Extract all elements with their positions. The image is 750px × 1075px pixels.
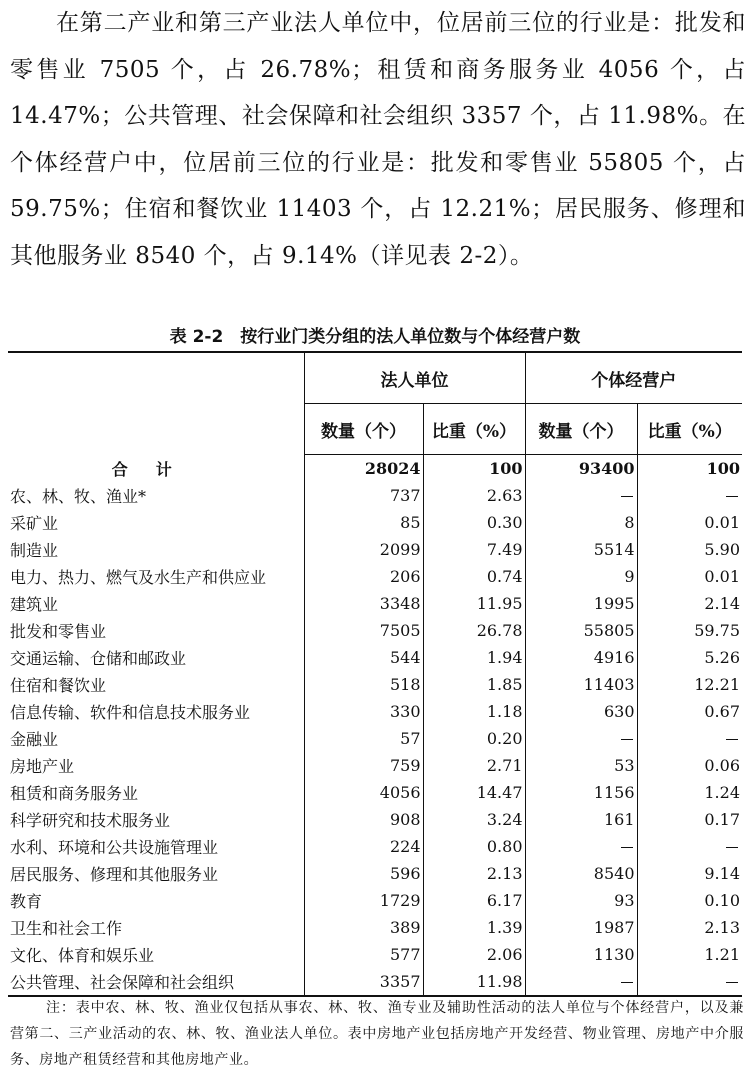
legal-count-cell: 518 <box>304 671 423 698</box>
table-row <box>8 779 742 806</box>
legal-count-cell: 224 <box>304 833 423 860</box>
industry-name-cell: 卫生和社会工作 <box>10 919 123 938</box>
table-footnote: 注：表中农、林、牧、渔业仅包括从事农、林、牧、渔专业及辅助性活动的法人单位与个体经营户，以及兼营第二、三产业活动的农、林、牧、渔业法人单位。表中房地产业包括房地产开发经营、物业管理、房地产中介服务、房地产租赁经营和其他房地产业。 <box>10 1000 744 1068</box>
individual-count-cell: 8 <box>525 509 637 536</box>
legal-ratio-cell: 0.30 <box>423 509 525 536</box>
intro-paragraph: 在第二产业和第三产业法人单位中，位居前三位的行业是：批发和零售业 7505 个，占 26.78%；租赁和商务服务业 4056 个，占 14.47%；公共管理、社会保障和社会组织 3357 个，占 11.98%。在个体经营户中，位居前三位的行业是：批发和零售业 55805 个，占 59.75%；住宿和餐饮业 11403 个，占 12.21%；居民服务、修理和其他服务业 8540 个，占 9.14%（详见表 2-2）。 <box>10 10 746 269</box>
individual-count-cell: 630 <box>525 698 637 725</box>
industry-name-cell: 文化、体育和娱乐业 <box>10 946 155 965</box>
individual-ratio-cell: 0.17 <box>637 806 742 833</box>
industry-name-cell: 采矿业 <box>10 514 59 533</box>
industry-name-cell: 房地产业 <box>10 757 75 776</box>
individual-ratio-cell <box>637 725 742 752</box>
no-data-dash <box>621 847 633 848</box>
legal-ratio-cell: 26.78 <box>423 617 525 644</box>
legal-count-cell: 908 <box>304 806 423 833</box>
industry-name-cell: 信息传输、软件和信息技术服务业 <box>10 703 251 722</box>
total-individual-count: 93400 <box>525 455 637 483</box>
individual-count-cell: 93 <box>525 887 637 914</box>
individual-ratio-cell: 5.90 <box>637 536 742 563</box>
header-legal-units: 法人单位 <box>304 352 525 404</box>
individual-ratio-cell: 9.14 <box>637 860 742 887</box>
table-row <box>8 563 742 590</box>
legal-ratio-cell: 2.06 <box>423 941 525 968</box>
table-row <box>8 941 742 968</box>
header-individual-households: 个体经营户 <box>525 352 742 404</box>
legal-count-cell: 577 <box>304 941 423 968</box>
table-row <box>8 698 742 725</box>
legal-count-cell: 596 <box>304 860 423 887</box>
legal-count-cell: 57 <box>304 725 423 752</box>
industry-name-cell: 公共管理、社会保障和社会组织 <box>8 968 304 996</box>
legal-ratio-cell: 11.98 <box>423 968 525 996</box>
table-row <box>8 590 742 617</box>
table-row <box>8 509 742 536</box>
individual-count-cell <box>525 833 637 860</box>
legal-ratio-cell: 0.80 <box>423 833 525 860</box>
industry-name-cell: 租赁和商务服务业 <box>10 784 139 803</box>
industry-name-cell: 交通运输、仓储和邮政业 <box>10 649 187 668</box>
legal-count-cell: 3348 <box>304 590 423 617</box>
individual-count-cell: 161 <box>525 806 637 833</box>
individual-ratio-cell <box>637 482 742 509</box>
individual-ratio-cell <box>637 968 742 996</box>
individual-ratio-cell: 0.67 <box>637 698 742 725</box>
total-legal-count: 28024 <box>304 455 423 483</box>
legal-ratio-cell: 6.17 <box>423 887 525 914</box>
no-data-dash <box>621 739 633 740</box>
industry-table <box>8 351 742 997</box>
legal-count-cell: 759 <box>304 752 423 779</box>
individual-ratio-cell: 59.75 <box>637 617 742 644</box>
legal-ratio-cell: 0.20 <box>423 725 525 752</box>
individual-count-cell: 55805 <box>525 617 637 644</box>
header-individual-count: 数量（个） <box>525 404 637 455</box>
no-data-dash <box>726 982 738 983</box>
individual-ratio-cell: 0.06 <box>637 752 742 779</box>
table-row <box>8 536 742 563</box>
individual-count-cell: 1995 <box>525 590 637 617</box>
legal-count-cell: 4056 <box>304 779 423 806</box>
individual-count-cell <box>525 725 637 752</box>
legal-ratio-cell: 11.95 <box>423 590 525 617</box>
legal-count-cell: 1729 <box>304 887 423 914</box>
individual-ratio-cell: 2.14 <box>637 590 742 617</box>
individual-ratio-cell: 0.01 <box>637 509 742 536</box>
individual-ratio-cell <box>637 833 742 860</box>
industry-name-cell: 教育 <box>10 892 43 911</box>
table-row <box>8 617 742 644</box>
table-row <box>8 806 742 833</box>
individual-count-cell: 1156 <box>525 779 637 806</box>
legal-count-cell: 206 <box>304 563 423 590</box>
legal-count-cell: 389 <box>304 914 423 941</box>
total-legal-ratio: 100 <box>423 455 525 483</box>
no-data-dash <box>621 982 633 983</box>
individual-ratio-cell: 1.24 <box>637 779 742 806</box>
individual-count-cell <box>525 968 637 996</box>
legal-count-cell: 3357 <box>304 968 423 996</box>
legal-ratio-cell: 1.94 <box>423 644 525 671</box>
table-row <box>8 914 742 941</box>
legal-count-cell: 330 <box>304 698 423 725</box>
no-data-dash <box>726 739 738 740</box>
total-individual-ratio: 100 <box>637 455 742 483</box>
industry-name-cell: 建筑业 <box>10 595 59 614</box>
table-row <box>8 725 742 752</box>
table-row <box>8 644 742 671</box>
industry-name-cell: 金融业 <box>10 730 59 749</box>
total-label: 合计 <box>111 459 200 479</box>
table-row <box>8 887 742 914</box>
individual-count-cell: 9 <box>525 563 637 590</box>
legal-ratio-cell: 1.18 <box>423 698 525 725</box>
legal-ratio-cell: 0.74 <box>423 563 525 590</box>
individual-ratio-cell: 0.01 <box>637 563 742 590</box>
individual-ratio-cell: 5.26 <box>637 644 742 671</box>
individual-count-cell: 4916 <box>525 644 637 671</box>
header-legal-ratio: 比重（%） <box>423 404 525 455</box>
table-row <box>8 968 742 996</box>
individual-count-cell: 53 <box>525 752 637 779</box>
individual-ratio-cell: 2.13 <box>637 914 742 941</box>
industry-name-cell: 农、林、牧、渔业* <box>10 487 147 506</box>
industry-name-cell: 批发和零售业 <box>10 622 107 641</box>
no-data-dash <box>621 496 633 497</box>
legal-ratio-cell: 2.71 <box>423 752 525 779</box>
legal-ratio-cell: 2.13 <box>423 860 525 887</box>
individual-count-cell <box>525 482 637 509</box>
header-industry-blank <box>8 352 304 455</box>
legal-count-cell: 544 <box>304 644 423 671</box>
legal-ratio-cell: 1.85 <box>423 671 525 698</box>
table-row-total <box>8 455 742 483</box>
table-title: 表 2-2 按行业门类分组的法人单位数与个体经营户数 <box>169 327 581 347</box>
individual-ratio-cell: 0.10 <box>637 887 742 914</box>
individual-count-cell: 1987 <box>525 914 637 941</box>
table-row <box>8 752 742 779</box>
industry-name-cell: 居民服务、修理和其他服务业 <box>10 865 219 884</box>
individual-ratio-cell: 1.21 <box>637 941 742 968</box>
header-legal-count: 数量（个） <box>304 404 423 455</box>
legal-count-cell: 85 <box>304 509 423 536</box>
individual-count-cell: 5514 <box>525 536 637 563</box>
legal-ratio-cell: 2.63 <box>423 482 525 509</box>
industry-name-cell: 制造业 <box>10 541 59 560</box>
no-data-dash <box>726 496 738 497</box>
industry-name-cell: 电力、热力、燃气及水生产和供应业 <box>10 568 267 587</box>
no-data-dash <box>726 847 738 848</box>
legal-ratio-cell: 1.39 <box>423 914 525 941</box>
table-row <box>8 833 742 860</box>
individual-count-cell: 11403 <box>525 671 637 698</box>
individual-count-cell: 1130 <box>525 941 637 968</box>
legal-count-cell: 7505 <box>304 617 423 644</box>
legal-ratio-cell: 3.24 <box>423 806 525 833</box>
legal-count-cell: 2099 <box>304 536 423 563</box>
table-row <box>8 482 742 509</box>
industry-name-cell: 住宿和餐饮业 <box>10 676 107 695</box>
header-individual-ratio: 比重（%） <box>637 404 742 455</box>
legal-ratio-cell: 7.49 <box>423 536 525 563</box>
table-row <box>8 671 742 698</box>
individual-count-cell: 8540 <box>525 860 637 887</box>
individual-ratio-cell: 12.21 <box>637 671 742 698</box>
table-row <box>8 860 742 887</box>
industry-name-cell: 水利、环境和公共设施管理业 <box>10 838 219 857</box>
legal-ratio-cell: 14.47 <box>423 779 525 806</box>
industry-name-cell: 科学研究和技术服务业 <box>10 811 171 830</box>
legal-count-cell: 737 <box>304 482 423 509</box>
